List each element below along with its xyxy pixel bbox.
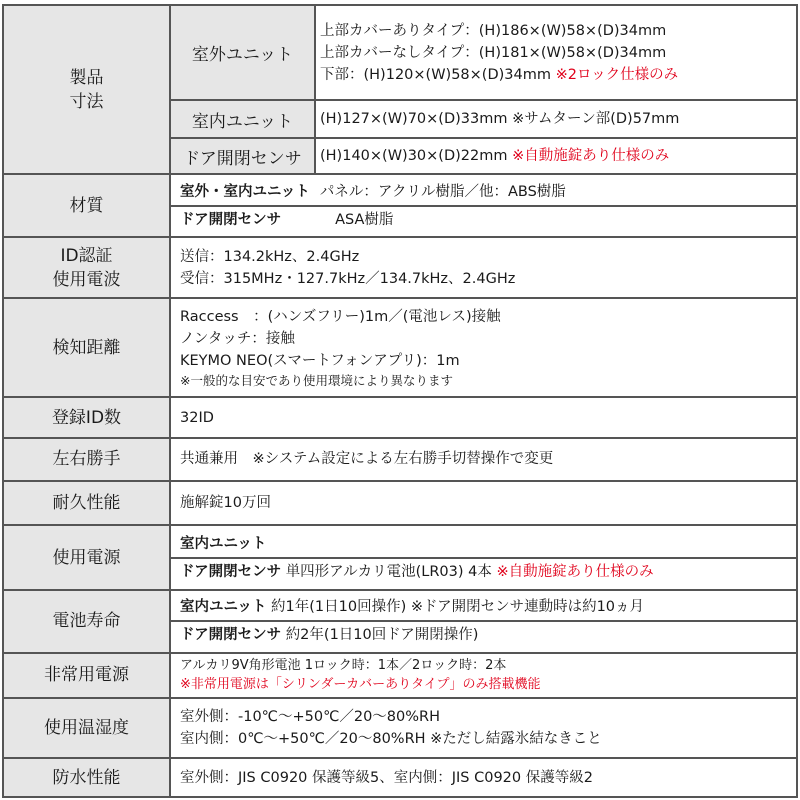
sensor-size-note: ※自動施錠あり仕様のみ (512, 148, 670, 165)
radio-receive: 受信：315MHz・127.7kHz／134.7kHz、2.4GHz (180, 270, 516, 287)
temperature-line2: 室内側：0℃～+50℃／20～80%RH ※ただし結露氷結なきこと (180, 730, 602, 747)
power-row2-head: ドア開閉センサ (180, 563, 282, 580)
value-sensor-size (315, 138, 797, 175)
power-row1 (171, 531, 796, 557)
value-battery (170, 590, 797, 653)
temperature-line1: 室外側：-10℃～+50℃／20～80%RH (180, 708, 441, 725)
battery-row1 (171, 594, 796, 620)
row-durability (3, 481, 797, 526)
material-row2 (171, 205, 796, 233)
radio-send: 送信：134.2kHz、2.4GHz (180, 248, 360, 265)
value-indoor-size (315, 100, 797, 138)
label-size-line2: 寸法 (69, 91, 104, 112)
power-row2-note: ※自動施錠あり仕様のみ (496, 563, 654, 580)
distance-line3: KEYMO NEO(スマートフォンアプリ)：1m (180, 352, 460, 369)
sublabel-door-sensor: ドア開閉センサ (170, 138, 315, 175)
label-distance: 検知距離 (3, 298, 170, 397)
label-radio-line2: 使用電波 (52, 269, 121, 290)
battery-row1-head: 室内ユニット (180, 599, 267, 616)
row-battery (3, 590, 797, 653)
power-row2-value: 単四形アルカリ電池(LR03) 4本 (285, 563, 492, 580)
emergency-line1: アルカリ9V角形電池 1ロック時：1本／2ロック時：2本 (180, 658, 507, 674)
label-hand: 左右勝手 (3, 438, 170, 481)
battery-row2 (171, 620, 796, 648)
material-row1-value: パネル：アクリル樹脂／他：ABS樹脂 (319, 183, 566, 200)
row-size-outdoor (3, 5, 797, 100)
material-row2-value: ASA樹脂 (335, 211, 394, 228)
row-distance (3, 298, 797, 397)
power-row2 (171, 557, 796, 585)
label-product-size (3, 5, 170, 174)
value-material (170, 174, 797, 237)
value-emergency (170, 653, 797, 698)
label-emergency: 非常用電源 (3, 653, 170, 698)
row-emergency (3, 653, 797, 698)
outdoor-size-note: ※2ロック仕様のみ (555, 66, 679, 83)
sensor-size-line (320, 145, 796, 167)
sublabel-outdoor-unit: 室外ユニット (170, 5, 315, 100)
value-power (170, 525, 797, 590)
row-ids (3, 397, 797, 438)
sublabel-indoor-unit: 室内ユニット (170, 100, 315, 138)
material-row1-head: 室外・室内ユニット (180, 183, 310, 200)
value-hand: 共通兼用 ※システム設定による左右勝手切替操作で変更 (170, 438, 797, 481)
value-temperature (170, 698, 797, 759)
label-material: 材質 (3, 174, 170, 237)
row-temperature (3, 698, 797, 759)
label-temperature: 使用温湿度 (3, 698, 170, 759)
label-radio (3, 237, 170, 298)
value-radio (170, 237, 797, 298)
label-ids: 登録ID数 (3, 397, 170, 438)
outdoor-size-lower: 下部：(H)120×(W)58×(D)34mm (320, 66, 551, 83)
value-waterproof: 室外側：JIS C0920 保護等級5、室内側：JIS C0920 保護等級2 (170, 758, 797, 797)
outdoor-size-line3 (320, 64, 796, 86)
sensor-size-text: (H)140×(W)30×(D)22mm (320, 148, 508, 165)
value-durability: 施解錠10万回 (170, 481, 797, 526)
emergency-note: ※非常用電源は「シリンダーカバーありタイプ」のみ搭載機能 (180, 677, 541, 693)
row-power (3, 525, 797, 590)
label-durability: 耐久性能 (3, 481, 170, 526)
label-radio-line1: ID認証 (60, 245, 113, 266)
row-waterproof (3, 758, 797, 797)
battery-row2-value: 約2年(1日10回ドア開閉操作) (285, 627, 479, 644)
material-row1 (171, 179, 796, 205)
outdoor-size-line1: 上部カバーありタイプ：(H)186×(W)58×(D)34mm (320, 22, 667, 39)
row-radio (3, 237, 797, 298)
battery-row1-value: 約1年(1日10回操作) ※ドア開閉センサ連動時は約10ヵ月 (271, 599, 645, 616)
outdoor-size-line2: 上部カバーなしタイプ：(H)181×(W)58×(D)34mm (320, 44, 667, 61)
value-ids: 32ID (170, 397, 797, 438)
material-row2-head: ドア開閉センサ (180, 211, 282, 228)
distance-line2: ノンタッチ：接触 (180, 330, 295, 347)
power-row1-head: 室内ユニット (180, 535, 267, 552)
indoor-size-text: (H)127×(W)70×(D)33mm ※サムターン部(D)57mm (320, 111, 680, 128)
distance-note: ※一般的な目安であり使用環境により異なります (180, 372, 453, 388)
label-waterproof: 防水性能 (3, 758, 170, 797)
value-distance (170, 298, 797, 397)
label-size-line1: 製品 (69, 67, 104, 88)
row-material (3, 174, 797, 237)
distance-line1: Raccess ：(ハンズフリー)1m／(電池レス)接触 (180, 308, 501, 325)
row-hand (3, 438, 797, 481)
battery-row2-head: ドア開閉センサ (180, 627, 282, 644)
value-outdoor-size (315, 5, 797, 100)
spec-table (2, 4, 798, 798)
label-battery: 電池寿命 (3, 590, 170, 653)
label-power: 使用電源 (3, 525, 170, 590)
